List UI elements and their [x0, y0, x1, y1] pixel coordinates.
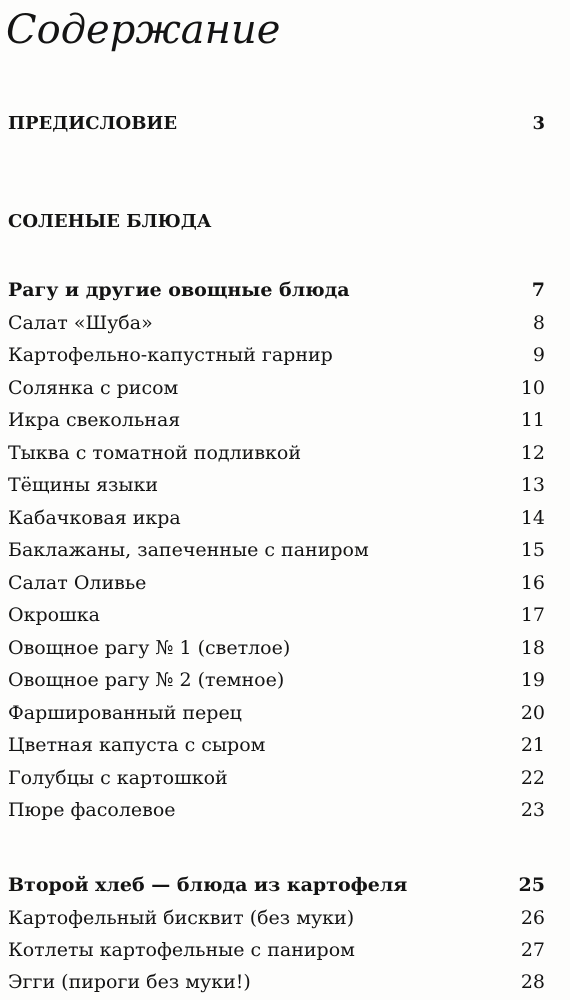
toc-entry-label: Салат Оливье: [8, 571, 147, 594]
toc-entry: [8, 339, 545, 371]
toc-entry-label: Фаршированный перец: [8, 701, 242, 724]
toc-entry: [8, 469, 545, 501]
toc-section-page: 7: [531, 279, 545, 301]
toc-entry-page: 15: [520, 539, 545, 561]
toc-entry-label: Котлеты картофельные с паниром: [8, 939, 355, 961]
toc-entry-page: 14: [520, 506, 545, 529]
toc-section-label: Рагу и другие овощные блюда: [8, 279, 350, 301]
toc-entry: [8, 599, 545, 631]
toc-part-heading: [8, 206, 545, 238]
toc-entry-page: 16: [520, 571, 545, 594]
toc-entry: [8, 404, 545, 436]
page-title: Содержание: [6, 7, 281, 53]
toc-entry-label: Овощное рагу № 1 (светлое): [8, 636, 291, 659]
toc-section-page: 25: [518, 874, 545, 896]
toc-entry-label: Баклажаны, запеченные с паниром: [8, 539, 369, 561]
toc-entry-page: 20: [520, 701, 545, 724]
toc-entry-label: Овощное рагу № 2 (темное): [8, 669, 285, 691]
toc-entry: [8, 697, 545, 729]
toc-entry: [8, 534, 545, 566]
toc-entry-label: Окрошка: [8, 604, 100, 626]
toc-entry-preface: [8, 108, 545, 140]
toc-entry-label: Икра свекольная: [8, 409, 181, 431]
toc-entry-page: 23: [520, 799, 545, 821]
toc-section-heading: [8, 869, 545, 901]
toc-entry-page: 3: [532, 113, 545, 134]
toc-entry-label: Солянка с рисом: [8, 376, 179, 399]
toc-entry: [8, 934, 545, 966]
toc-entry-label: Пюре фасолевое: [8, 799, 176, 821]
toc-entry: [8, 372, 545, 404]
toc-entry: [8, 632, 545, 664]
toc-entry: [8, 966, 545, 998]
toc-entry-page: 9: [532, 344, 545, 366]
toc-entry-page: 19: [520, 669, 545, 691]
toc-entry-page: 11: [520, 409, 545, 431]
toc-section-heading: [8, 274, 545, 306]
toc-entry: [8, 502, 545, 534]
toc-entry-label: Картофельный бисквит (без муки): [8, 906, 355, 929]
toc-section-label: Второй хлеб — блюда из картофеля: [8, 874, 408, 896]
toc-entry: [8, 664, 545, 696]
toc-entry-label: Салат «Шуба»: [8, 311, 153, 334]
toc-entry-page: 26: [520, 906, 545, 929]
toc-entry-label: Тыква с томатной подливкой: [8, 441, 301, 464]
toc-entry-page: 13: [520, 474, 545, 496]
toc-part-label: СОЛЕНЫЕ БЛЮДА: [8, 211, 212, 232]
toc-entry-page: 22: [520, 766, 545, 789]
toc-entry-page: 27: [520, 939, 545, 961]
toc-entry-page: 10: [520, 376, 545, 399]
toc-entry-page: 21: [520, 734, 545, 756]
toc-entry-label: Эгги (пироги без муки!): [8, 971, 251, 993]
toc-entry: [8, 437, 545, 469]
toc-entry-label: Цветная капуста с сыром: [8, 734, 266, 756]
toc-entry-page: 17: [520, 604, 545, 626]
toc-entry-label: ПРЕДИСЛОВИЕ: [8, 113, 178, 134]
toc-entry-label: Кабачковая икра: [8, 506, 181, 529]
toc-entry-label: Картофельно-капустный гарнир: [8, 344, 333, 366]
toc-entry-page: 8: [532, 311, 545, 334]
toc-entry-label: Голубцы с картошкой: [8, 766, 228, 789]
toc-entry: [8, 902, 545, 934]
toc-entry-label: Тёщины языки: [8, 474, 159, 496]
spacer-placeholder: [8, 784, 545, 816]
toc-entry: [8, 567, 545, 599]
toc-entry-page: 12: [520, 441, 545, 464]
toc-entry-page: 18: [520, 636, 545, 659]
toc-entry: [8, 729, 545, 761]
toc-entry: [8, 307, 545, 339]
toc-entry-page: 28: [520, 971, 545, 993]
